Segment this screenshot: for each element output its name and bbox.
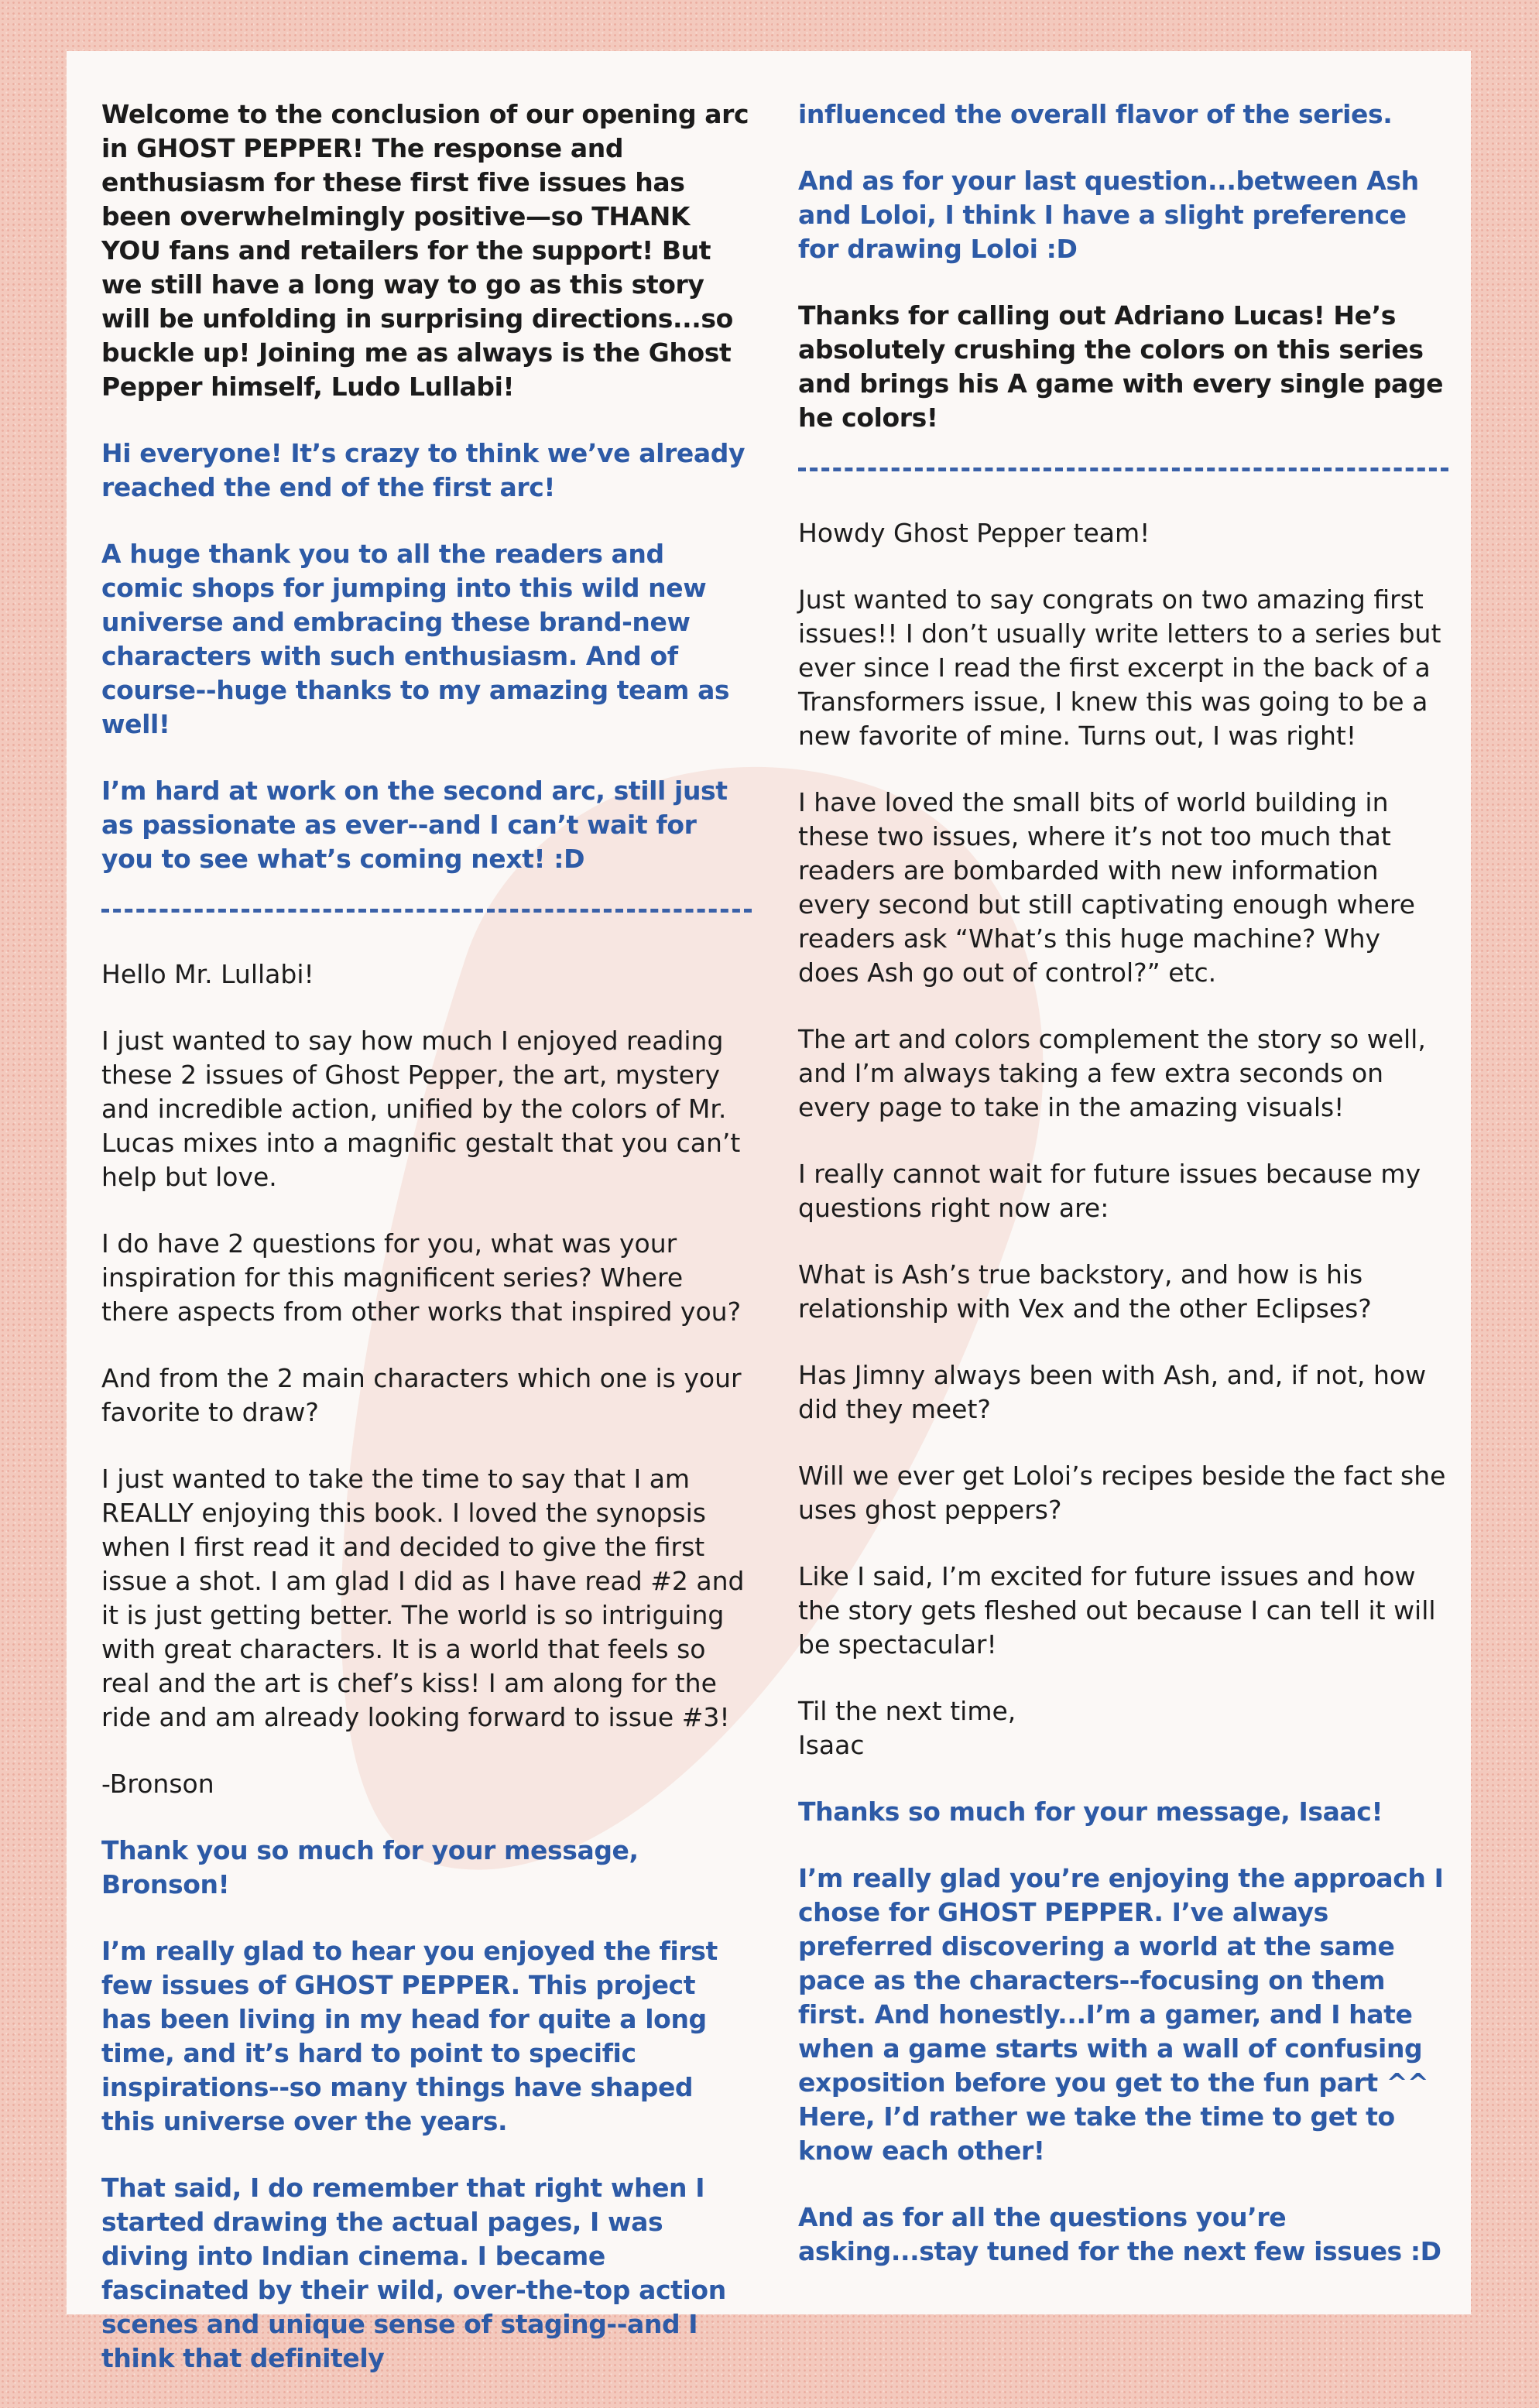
letter1-signoff: -Bronson [101,1769,214,1799]
letter1-paragraph-3: And from the 2 main characters which one is your favorite to draw? [101,1363,742,1427]
letter2-paragraph-4: I really cannot wait for future issues because my questions right now are: [798,1159,1421,1223]
reply1-paragraph-4: And as for your last question...between Ash and Loloi, I think I have a slight preference for drawing Loloi :D [798,166,1419,264]
editor-intro: Welcome to the conclusion of our opening arc in GHOST PEPPER! The response and enthusiasm for these first five issues has been overwhelmingly positive—so THANK YOU fans and retailers for the support! But we still have a long way to go as this story will be unfolding in surprising directions...so buckle up! Joining me as always is the Ghost Pepper himself, Ludo Lullabi! [101,99,749,402]
letter2-question-3: Will we ever get Loloi’s recipes beside the fact she uses ghost peppers? [798,1461,1446,1525]
letter2-paragraph-1: Just wanted to say congrats on two amazing first issues!! I don’t usually write letters to a series but ever since I read the first excerpt in the back of a Transformers issue, I knew this was going to be a new favorite of mine. Turns out, I was right! [798,584,1441,751]
ludo-intro-1: Hi everyone! It’s crazy to think we’ve already reached the end of the first arc! [101,438,746,502]
reply1-paragraph-2: I’m really glad to hear you enjoyed the first few issues of GHOST PEPPER. This project has been living in my head for quite a long time, and it’s hard to point to specific inspirations--so many things have shaped this universe over the years. [101,1936,718,2136]
letter2-question-2: Has Jimny always been with Ash, and, if not, how did they meet? [798,1360,1427,1424]
reply2-paragraph-1: Thanks so much for your message, Isaac! [798,1797,1383,1827]
letter1-paragraph-4: I just wanted to take the time to say that I am REALLY enjoying this book. I loved the synopsis when I first read it and decided to give the first issue a shot. I am glad I did as I have read #2 and it is just getting better. The world is so intriguing with great characters. It is a world that feels so real and the art is chef’s kiss! I am along for the ride and am already looking forward to issue #3! [101,1464,745,1732]
letter2-signoff-line-2: Isaac [798,1730,865,1760]
section-divider [101,909,752,913]
section-divider [798,468,1448,471]
letter2-greeting: Howdy Ghost Pepper team! [798,518,1150,548]
letter1-paragraph-1: I just wanted to say how much I enjoyed reading these 2 issues of Ghost Pepper, the art, mystery and incredible action, unified by the colors of Mr. Lucas mixes into a magnific gestalt that you can’t help but love. [101,1026,741,1192]
letter1-greeting: Hello Mr. Lullabi! [101,959,314,989]
letter2-paragraph-3: The art and colors complement the story so well, and I’m always taking a few extra seconds on every page to take in the amazing visuals! [798,1024,1426,1122]
letter2-signoff [798,1694,1448,1762]
editor-note: Thanks for calling out Adriano Lucas! He’s absolutely crushing the colors on this series and brings his A game with every single page he colors! [798,300,1444,433]
left-column [101,98,752,2408]
letter2-signoff-line-1: Til the next time, [798,1696,1016,1726]
reply1-paragraph-1: Thank you so much for your message, Bronson! [101,1835,639,1899]
letter2-paragraph-2: I have loved the small bits of world building in these two issues, where it’s not too much that readers are bombarded with new information every second but still captivating enough where readers ask “What’s this huge machine? Why does Ash go out of control?” etc. [798,787,1415,988]
letter1-paragraph-2: I do have 2 questions for you, what was your inspiration for this magnificent series? Where there aspects from other works that inspired you? [101,1228,742,1327]
reply1-paragraph-3: That said, I do remember that right when I started drawing the actual pages, I was diving into Indian cinema. I became fascinated by their wild, over-the-top action scenes and unique sense of staging--and I think that definitely [101,2173,726,2373]
letters-page-panel [67,51,1471,2373]
ludo-intro-2: A huge thank you to all the readers and comic shops for jumping into this wild new universe and embracing these brand-new characters with such enthusiasm. And of course--huge thanks to my amazing team as well! [101,539,730,739]
right-column [798,98,1448,2301]
reply2-paragraph-3: And as for all the questions you’re asking...stay tuned for the next few issues :D [798,2202,1441,2266]
ludo-intro-3: I’m hard at work on the second arc, still just as passionate as ever--and I can’t wait for you to see what’s coming next! :D [101,776,728,874]
letter2-paragraph-5: Like I said, I’m excited for future issues and how the story gets fleshed out because I can tell it will be spectacular! [798,1561,1436,1660]
letter2-question-1: What is Ash’s true backstory, and how is his relationship with Vex and the other Eclipses? [798,1259,1372,1324]
reply1-continued: influenced the overall flavor of the series. [798,99,1393,129]
reply2-paragraph-2: I’m really glad you’re enjoying the approach I chose for GHOST PEPPER. I’ve always preferred discovering a world at the same pace as the characters--focusing on them first. And honestly...I’m a gamer, and I hate when a game starts with a wall of confusing exposition before you get to the fun part ^^ Here, I’d rather we take the time to get to know each other! [798,1863,1444,2166]
